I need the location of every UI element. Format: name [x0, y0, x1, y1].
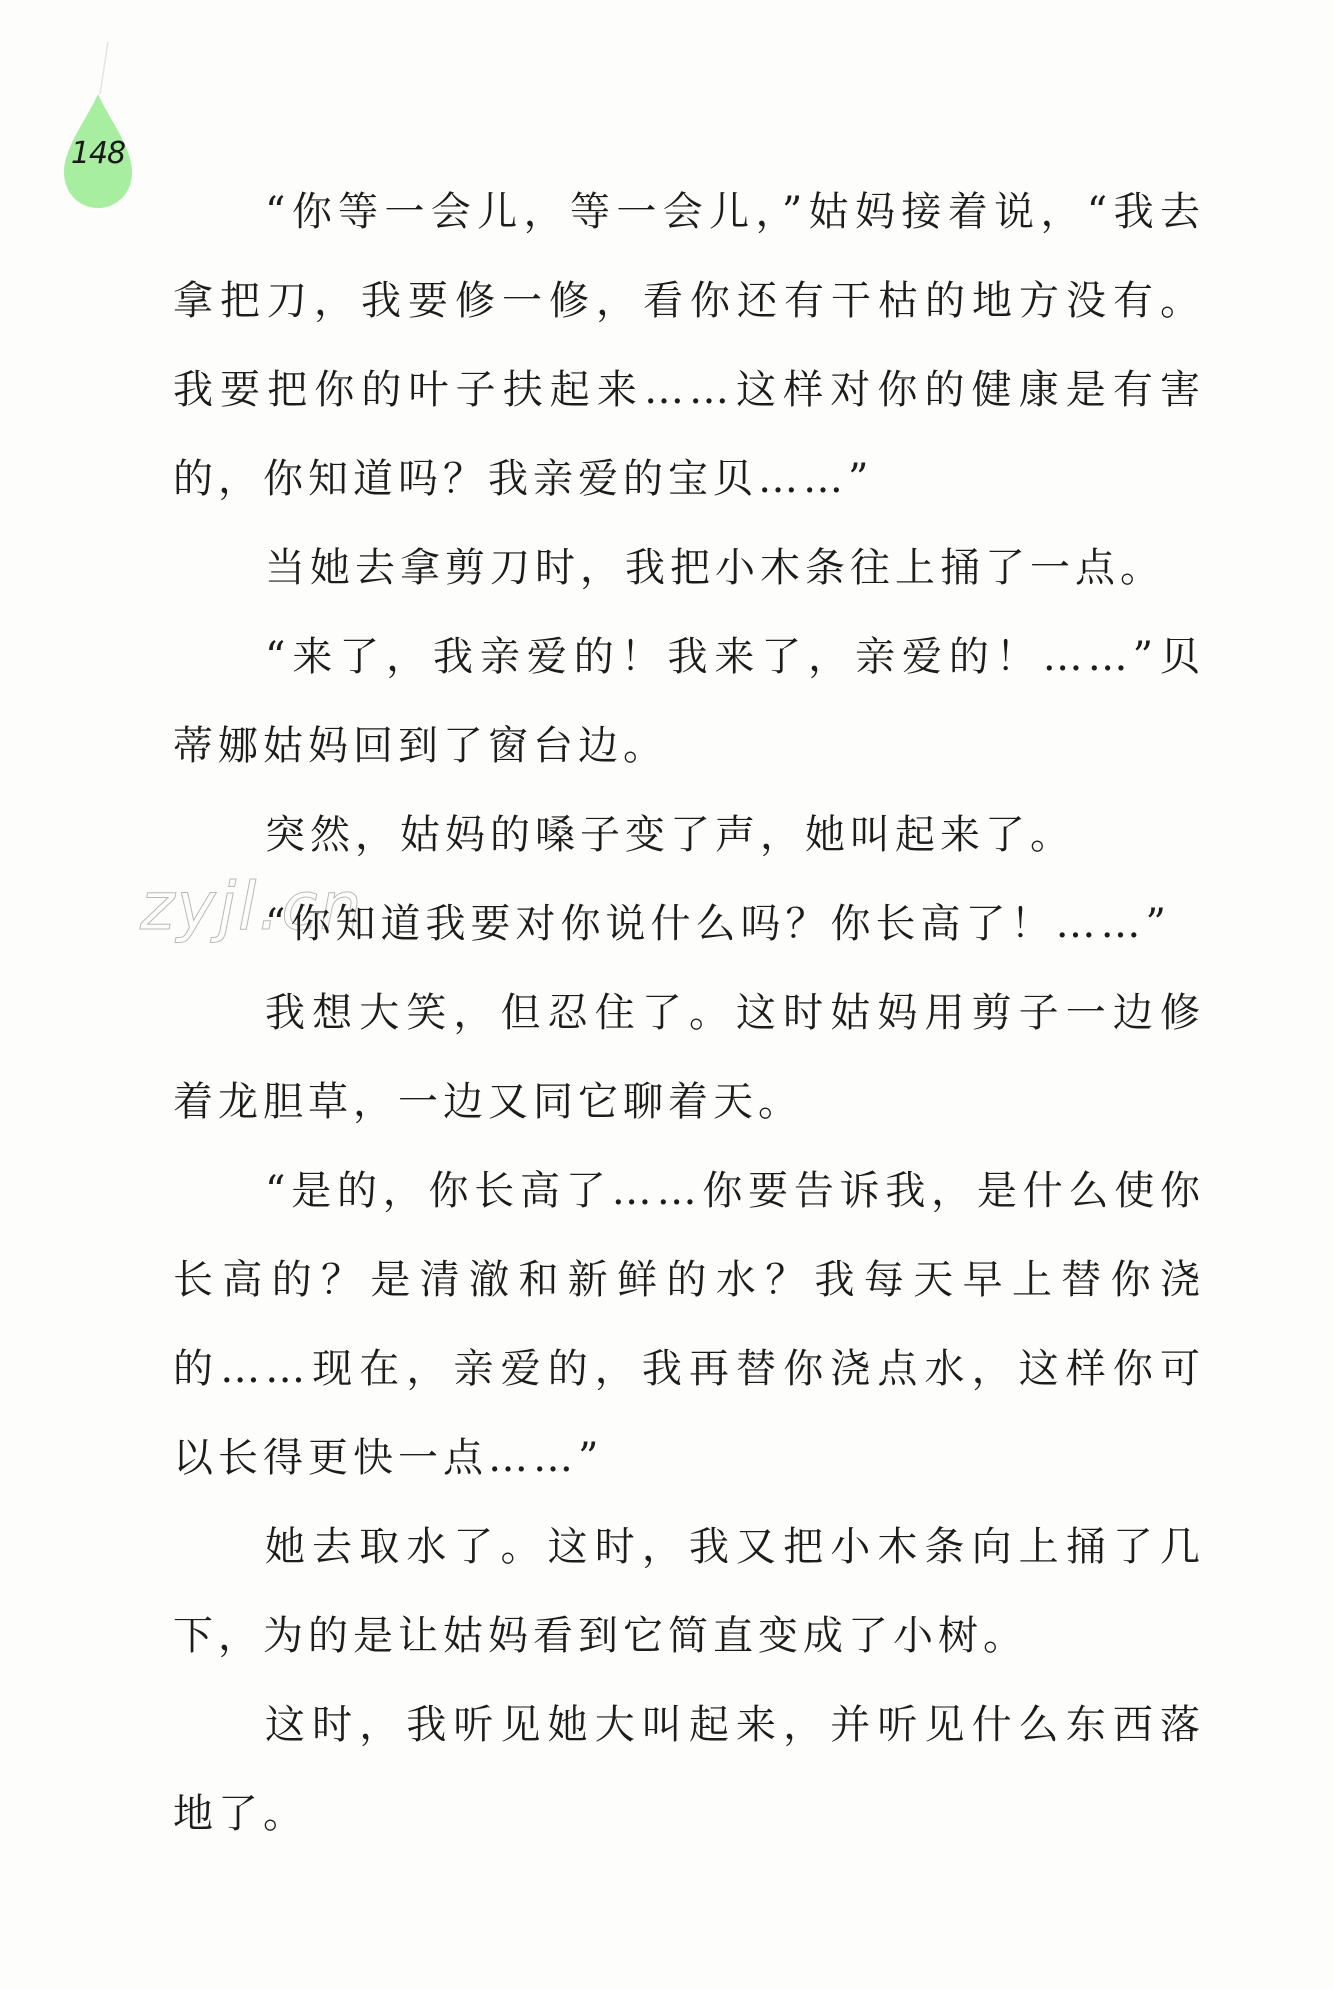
page-number: 148	[70, 136, 126, 171]
paragraph: 这时，我听见她大叫起来，并听见什么东西落地了。	[173, 1702, 1205, 1837]
paragraph: 突然，姑妈的嗓子变了声，她叫起来了。	[265, 812, 1075, 858]
paragraph: “是的，你长高了……你要告诉我，是什么使你长高的？是清澈和新鲜的水？我每天早上替你浇的……现在，亲爱的，我再替你浇点水，这样你可以长得更快一点……”	[173, 1168, 1205, 1481]
body-text	[173, 168, 1205, 1859]
paragraph: “你等一会儿，等一会儿，”姑妈接着说，“我去拿把刀，我要修一修，看你还有干枯的地方没有。我要把你的叶子扶起来……这样对你的健康是有害的，你知道吗？我亲爱的宝贝……”	[173, 189, 1205, 502]
watermark: zyjl.cn	[140, 868, 364, 945]
paragraph: “来了，我亲爱的！我来了，亲爱的！……”贝蒂娜姑妈回到了窗台边。	[173, 634, 1205, 769]
green-drop-icon	[58, 42, 138, 212]
paragraph: 她去取水了。这时，我又把小木条向上捅了几下，为的是让姑妈看到它简直变成了小树。	[173, 1524, 1205, 1659]
paragraph: “你知道我要对你说什么吗？你长高了！……”	[265, 901, 1171, 947]
paragraph: 当她去拿剪刀时，我把小木条往上捅了一点。	[265, 545, 1165, 591]
paragraph: 我想大笑，但忍住了。这时姑妈用剪子一边修着龙胆草，一边又同它聊着天。	[173, 990, 1205, 1125]
